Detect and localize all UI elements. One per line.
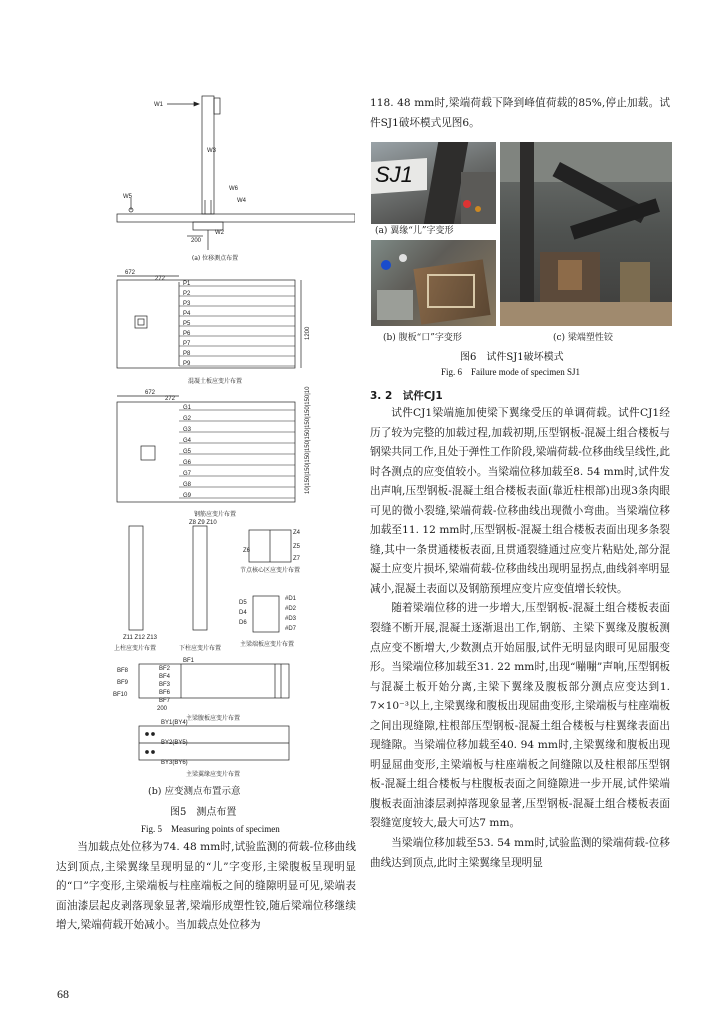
- paragraph-1: 试件CJ1梁端施加使梁下翼缘受压的单调荷载。试件CJ1经历了较为完整的加载过程,加载初期,压型钢板-混凝土组合楼板与钢梁共同工作,且处于弹性工作阶段,梁端荷载-位移曲线呈线性,此时各测点的应变值较小。当梁端位移加载至8. 54 mm时,试件发出声响,压型钢板-混凝土组合楼板表面(靠近柱根部)出现3条肉眼可见的微小裂缝,梁端荷载-位移曲线出现微小弯曲。当梁端位移加载至11. 12 mm时,压型钢板-混凝土组合楼板表面出现多条裂缝,其中一条贯通楼板表面,且贯通裂缝通过应变片粘贴处,部分混凝土应变片损坏,梁端荷载-位移曲线出现明显拐点,曲线斜率明显减小,混凝土表面以及钢筋预埋应变片应变值增长较快。: [370, 407, 670, 595]
- sub-a-caption: (a) 位移测点布置: [191, 255, 239, 262]
- sub-b-caption: (b) 应变测点布置示意: [148, 786, 241, 797]
- column-gauge-layout: [114, 520, 301, 652]
- svg-text:BF10: BF10: [113, 692, 128, 698]
- concrete-slab-gauge-plan: [117, 270, 311, 385]
- w2-label: W2: [215, 230, 224, 236]
- svg-text:#D1: #D1: [285, 596, 297, 602]
- photo-c-caption: (c) 梁端塑性铰: [553, 333, 613, 343]
- svg-text:Z6: Z6: [243, 548, 251, 554]
- svg-text:10|150|150|150|150|150|150|150: 10|150|150|150|150|150|150|150|150|10: [305, 386, 311, 494]
- g-point-label: G5: [183, 449, 192, 455]
- page-number: 68: [57, 987, 69, 1001]
- svg-text:Z4: Z4: [293, 530, 301, 536]
- g-point-label: G9: [183, 493, 192, 499]
- svg-text:1200: 1200: [305, 326, 311, 340]
- left-paragraph: 当加载点处位移为74. 48 mm时,试验监测的荷载-位移曲线达到顶点,主梁翼缘呈现明显的“儿”字变形,主梁腹板呈现明显的“口”字变形,主梁端板与柱座端板之间的缝隙明显可见,梁端表面油漆层起皮剥落现象显著,梁端形成塑性铰,随后梁端位移继续增大,梁端荷载开始减小。当加载点处位移为: [56, 841, 356, 932]
- svg-text:BF3: BF3: [159, 682, 171, 688]
- svg-text:#D2: #D2: [285, 606, 297, 612]
- svg-text:BF9: BF9: [117, 680, 129, 686]
- svg-text:节点核心区应变片布置: 节点核心区应变片布置: [239, 567, 301, 574]
- p-point-label: P2: [183, 291, 191, 297]
- web-gauge-layout: [113, 658, 289, 722]
- svg-text:BF2: BF2: [159, 666, 171, 672]
- photo-c-plastic-hinge: [500, 142, 672, 326]
- svg-text:BF1: BF1: [183, 658, 195, 664]
- w1-label: W1: [154, 102, 163, 108]
- g-point-label: G1: [183, 405, 192, 411]
- p-point-label: P9: [183, 361, 191, 367]
- svg-text:BF7: BF7: [159, 698, 171, 704]
- svg-text:#D3: #D3: [285, 616, 297, 622]
- paragraph-3: 当梁端位移加载至53. 54 mm时,试验监测的梁端荷载-位移曲线达到顶点,此时主梁翼缘呈现明显: [370, 837, 670, 869]
- w3-label: W3: [207, 148, 216, 154]
- g-point-label: G2: [183, 416, 192, 422]
- g-point-label: G3: [183, 427, 192, 433]
- right-top-paragraph: 118. 48 mm时,梁端荷载下降到峰值荷载的85%,停止加载。试件SJ1破坏模式见图6。: [370, 97, 670, 129]
- svg-text:#D7: #D7: [285, 626, 297, 632]
- svg-text:Z8 Z9 Z10: Z8 Z9 Z10: [189, 520, 217, 526]
- g-point-label: G6: [183, 460, 192, 466]
- svg-text:272: 272: [155, 276, 166, 282]
- svg-text:Z11 Z12 Z13: Z11 Z12 Z13: [123, 635, 157, 641]
- figure-5-diagram: [95, 90, 355, 810]
- p-point-label: P6: [183, 331, 191, 337]
- svg-text:672: 672: [125, 270, 136, 276]
- figure-6-title-en: Fig. 6 Failure mode of specimen SJ1: [441, 367, 580, 377]
- w6-label: W6: [229, 186, 238, 192]
- figure-5-title: 图5 测点布置: [170, 807, 237, 818]
- svg-text:Z7: Z7: [293, 556, 301, 562]
- p-point-label: P7: [183, 341, 191, 347]
- p-point-label: P8: [183, 351, 191, 357]
- svg-text:BY3(BY6): BY3(BY6): [161, 760, 188, 766]
- photo-a-caption: (a) 翼缘“儿”字变形: [375, 226, 454, 236]
- p-point-label: P4: [183, 311, 191, 317]
- svg-text:BF4: BF4: [159, 674, 171, 680]
- photo-b-caption: (b) 腹板“口”字变形: [383, 333, 462, 343]
- svg-text:下柱应变片布置: 下柱应变片布置: [178, 645, 222, 652]
- g-plan-caption: 钢筋应变片布置: [193, 511, 237, 518]
- svg-text:上柱应变片布置: 上柱应变片布置: [113, 645, 157, 652]
- svg-text:主梁腹板应变片布置: 主梁腹板应变片布置: [185, 715, 241, 722]
- svg-text:Z5: Z5: [293, 544, 301, 550]
- svg-text:D4: D4: [239, 610, 247, 616]
- svg-text:主梁翼缘应变片布置: 主梁翼缘应变片布置: [185, 771, 241, 778]
- svg-text:D5: D5: [239, 600, 247, 606]
- right-body: [370, 404, 670, 873]
- p-point-label: P1: [183, 281, 191, 287]
- svg-text:BF8: BF8: [117, 668, 129, 674]
- photo-a-flange-deformation: [371, 142, 496, 224]
- figure-5: [95, 90, 355, 810]
- svg-text:D6: D6: [239, 620, 247, 626]
- flange-gauge-layout: [139, 720, 289, 778]
- dim-200-a: 200: [191, 238, 202, 244]
- paragraph-2: 随着梁端位移的进一步增大,压型钢板-混凝土组合楼板表面裂缝不断开展,混凝土逐渐退出工作,钢筋、主梁下翼缘及腹板测点应变不断增大,少数测点开始屈服,试件无明显肉眼可见屈服变形。当梁端位移加载至31. 22 mm时,出现“嘣嘣”声响,压型钢板与混凝土板开始分离,主梁下翼缘及腹板部分测点应变达到1. 7×10⁻³以上,主梁翼缘和腹板出现屈曲变形,主梁端板与柱座端板之间出现缝隙,柱根部压型钢板-混凝土组合楼板与柱翼缘表面出现缝隙。当梁端位移加载至40. 94 mm时,主梁翼缘和腹板出现明显屈曲变形,主梁端板与柱座端板之间缝隙以及柱根部压型钢板-混凝土组合楼板与柱腹板表面之间缝隙进一步开展,试件梁端腹板表面油漆层剥掉落现象显著,压型钢板-混凝土组合楼板表面裂缝宽度较大,最大可达7 mm。: [370, 602, 670, 830]
- svg-text:200: 200: [157, 706, 168, 712]
- svg-text:672: 672: [145, 390, 156, 396]
- displacement-layout: [117, 96, 355, 250]
- svg-text:主梁端板应变片布置: 主梁端板应变片布置: [239, 641, 295, 648]
- g-point-label: G7: [183, 471, 192, 477]
- g-point-label: G8: [183, 482, 192, 488]
- photo-b-web-deformation: [371, 240, 496, 326]
- svg-text:BY1(BY4): BY1(BY4): [161, 720, 188, 726]
- svg-text:BF6: BF6: [159, 690, 171, 696]
- w5-label: W5: [123, 194, 132, 200]
- figure-6-title: 图6 试件SJ1破坏模式: [460, 352, 564, 363]
- p-plan-caption: 混凝土板应变片布置: [187, 378, 243, 385]
- g-point-label: G4: [183, 438, 192, 444]
- rebar-gauge-plan: [117, 386, 311, 518]
- svg-text:272: 272: [165, 396, 176, 402]
- p-point-label: P5: [183, 321, 191, 327]
- figure-5-title-en: Fig. 5 Measuring points of specimen: [141, 824, 280, 834]
- p-point-label: P3: [183, 301, 191, 307]
- sj1-label: SJ1: [375, 162, 413, 187]
- svg-text:BY2(BY5): BY2(BY5): [161, 740, 188, 746]
- section-heading: 3. 2 试件CJ1: [370, 390, 443, 402]
- w4-label: W4: [237, 198, 246, 204]
